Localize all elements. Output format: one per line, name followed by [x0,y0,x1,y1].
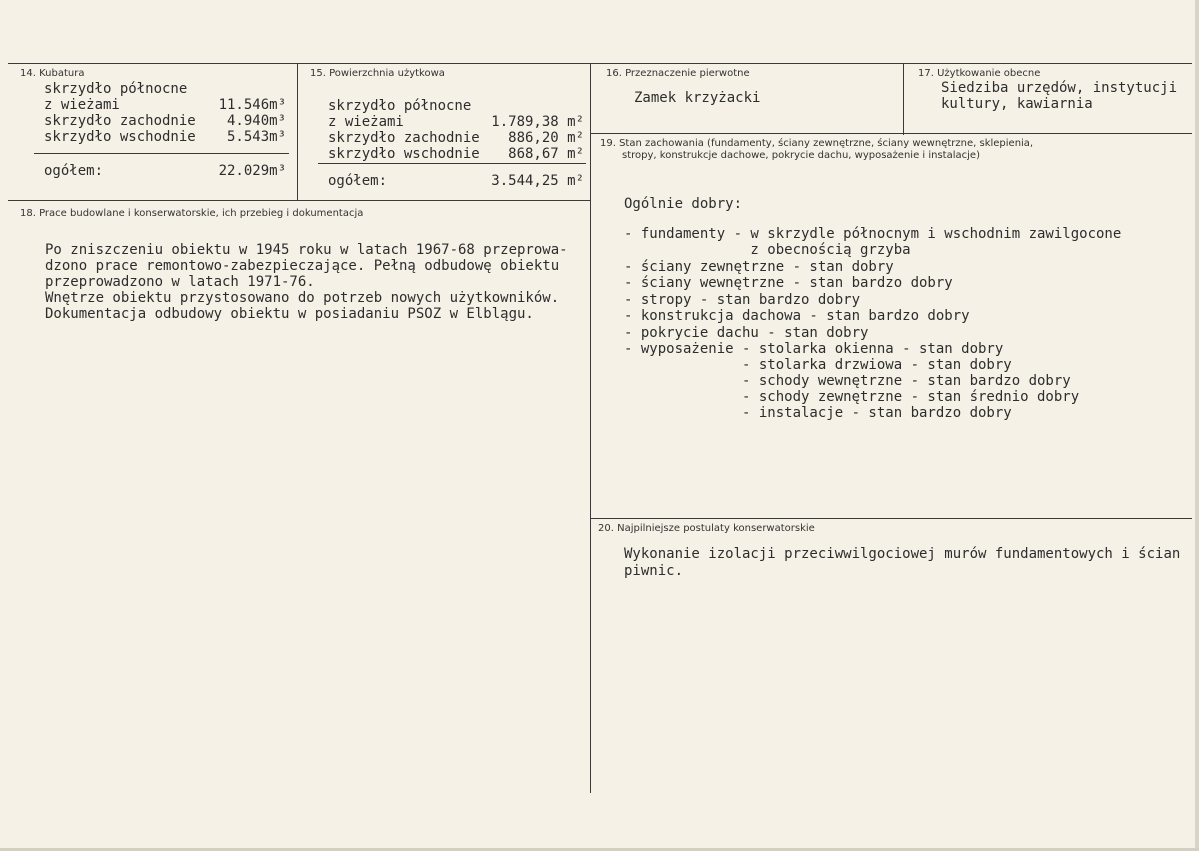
s15-row-name: z wieżami [328,114,404,130]
s14-row-name: skrzydło północne [44,81,188,97]
s15-row-name: skrzydło północne [328,98,472,114]
s15-total-label: ogółem: [328,173,388,189]
s15-row-value: 1.789,38 m² [491,114,584,130]
s18-line: Dokumentacja odbudowy obiektu w posiadaniu PSOZ w Elblągu. [45,306,534,322]
divider-main [590,63,591,793]
divider-14-15 [297,63,298,200]
s19-line: - stolarka drzwiowa - stan dobry [624,357,1012,373]
s19-line: - ściany zewnętrzne - stan dobry [624,259,894,275]
section-17-label: 17. Użytkowanie obecne [918,68,1041,79]
s15-sum-rule [318,163,586,164]
s15-row-name: skrzydło wschodnie [328,146,480,162]
s17-line: kultury, kawiarnia [941,96,1093,112]
s14-total-value: 22.029m³ [218,163,286,179]
s18-line: Po zniszczeniu obiektu w 1945 roku w latach 1967-68 przeprowa- [45,242,568,258]
s19-line: - schody wewnętrzne - stan bardzo dobry [624,373,1071,389]
s14-sum-rule [34,153,289,154]
s14-row-value: 5.543m³ [226,129,286,145]
top-rule [8,63,1192,64]
s19-line: z obecnością grzyba [624,242,911,258]
s18-line: dzono prace remontowo-zabezpieczające. Pełną odbudowę obiektu [45,258,560,274]
s18-line: Wnętrze obiektu przystosowano do potrzeb nowych użytkowników. [45,290,560,306]
s19-line: - pokrycie dachu - stan dobry [624,325,869,341]
s15-row-name: skrzydło zachodnie [328,130,480,146]
section-20-label: 20. Najpilniejsze postulaty konserwatorskie [598,523,815,534]
s20-line: piwnic. [624,563,684,579]
rule-above-19 [591,133,1192,134]
s14-row-name: skrzydło wschodnie [44,129,196,145]
s19-line: - fundamenty - w skrzydle północnym i wschodnim zawilgocone [624,226,1122,242]
section-18-label: 18. Prace budowlane i konserwatorskie, ich przebieg i dokumentacja [20,208,364,219]
s20-line: Wykonanie izolacji przeciwwilgociowej murów fundamentowych i ścian [624,546,1181,562]
s19-line: - stropy - stan bardzo dobry [624,292,861,308]
s18-line: przeprowadzono w latach 1971-76. [45,274,315,290]
s14-row-name: z wieżami [44,97,120,113]
s17-line: Siedziba urzędów, instytucji [941,80,1178,96]
s19-line: - ściany wewnętrzne - stan bardzo dobry [624,275,953,291]
s19-line: - wyposażenie - stolarka okienna - stan dobry [624,341,1004,357]
s14-row-value: 4.940m³ [226,113,286,129]
s14-row-name: skrzydło zachodnie [44,113,196,129]
rule-above-20 [591,518,1192,519]
rule-above-18 [8,200,591,201]
card-edge-right [1195,0,1199,851]
s15-total-value: 3.544,25 m² [491,173,584,189]
s19-line: - instalacje - stan bardzo dobry [624,405,1012,421]
section-19-label: 19. Stan zachowania (fundamenty, ściany zewnętrzne, ściany wewnętrzne, sklepienia, [600,138,1034,149]
s19-heading: Ogólnie dobry: [624,196,743,212]
s19-line: - konstrukcja dachowa - stan bardzo dobry [624,308,970,324]
section-16-label: 16. Przeznaczenie pierwotne [606,68,750,79]
section-15-label: 15. Powierzchnia użytkowa [310,68,445,79]
s14-total-label: ogółem: [44,163,104,179]
divider-16-17 [903,63,904,135]
s15-row-value: 868,67 m² [508,146,584,162]
section-19-label-cont: stropy, konstrukcje dachowe, pokrycie dachu, wyposażenie i instalacje) [622,150,980,161]
section-14-label: 14. Kubatura [20,68,85,79]
s15-row-value: 886,20 m² [508,130,584,146]
s19-line: - schody zewnętrzne - stan średnio dobry [624,389,1080,405]
s14-row-value: 11.546m³ [218,97,286,113]
s16-text: Zamek krzyżacki [634,90,761,106]
